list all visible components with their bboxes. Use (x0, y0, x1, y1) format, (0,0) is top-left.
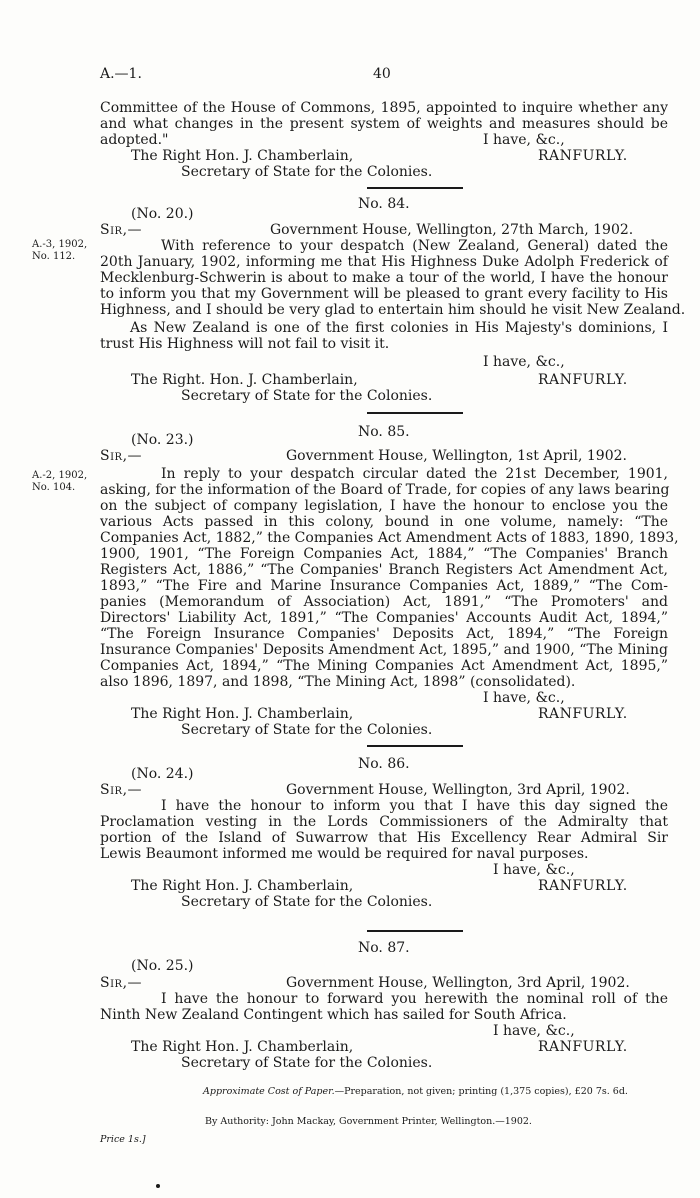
document-reference: A.—1. (100, 66, 142, 82)
addressee-title: Secretary of State for the Colonies. (181, 894, 433, 910)
section-divider (367, 412, 463, 414)
body-line: Insurance Companies' Deposits Amendment Act, 1895,” and 1900, “The Mining (100, 642, 668, 658)
body-line: Companies Act, 1882,” the Companies Act Amendment Acts of 1883, 1890, 1893, (100, 530, 679, 546)
salutation: Sir,— (100, 222, 143, 238)
body-line: As New Zealand is one of the first colonies in His Majesty's dominions, I (130, 320, 668, 336)
despatch-number: No. 86. (358, 756, 410, 772)
body-line: various Acts passed in this colony, bound in one volume, namely: “The (100, 514, 668, 530)
section-divider (367, 187, 463, 189)
addressee-title: Secretary of State for the Colonies. (181, 722, 433, 738)
body-line: Mecklenburg-Schwerin is about to make a tour of the world, I have the honour (100, 270, 668, 286)
body-line: Companies Act, 1894,” “The Mining Companies Act Amendment Act, 1895,” (100, 658, 668, 674)
body-line: also 1896, 1897, and 1898, “The Mining Act, 1898” (consolidated). (100, 674, 576, 690)
body-line: Registers Act, 1886,” “The Companies' Branch Registers Act Amendment Act, (100, 562, 668, 578)
addressee: The Right. Hon. J. Chamberlain, (131, 372, 358, 388)
body-line: and what changes in the present system of weights and measures should be (100, 116, 668, 132)
body-line: Ninth New Zealand Contingent which has sailed for South Africa. (100, 1007, 567, 1023)
sign-off: I have, &c., (493, 862, 575, 878)
printer-authority: By Authority: John Mackay, Government Printer, Wellington.—1902. (205, 1116, 532, 1127)
body-line: I have the honour to forward you herewith the nominal roll of the (161, 991, 668, 1007)
salutation: Sir,— (100, 975, 143, 991)
despatch-reference: (No. 25.) (131, 958, 194, 974)
price: Price 1s.] (100, 1134, 146, 1145)
body-line: 1893,” “The Fire and Marine Insurance Companies Act, 1889,” “The Com- (100, 578, 668, 594)
body-line: In reply to your despatch circular dated the 21st December, 1901, (161, 466, 668, 482)
despatch-number: No. 87. (358, 940, 410, 956)
signature: RANFURLY. (538, 148, 628, 164)
addressee: The Right Hon. J. Chamberlain, (131, 148, 354, 164)
despatch-reference: (No. 24.) (131, 766, 194, 782)
cost-of-paper (203, 1086, 628, 1098)
signature: RANFURLY. (538, 372, 628, 388)
despatch-number: No. 85. (358, 424, 410, 440)
margin-reference: A.-3, 1902, (32, 239, 88, 250)
signature: RANFURLY. (538, 878, 628, 894)
body-line: adopted." (100, 132, 169, 148)
signature: RANFURLY. (538, 706, 628, 722)
page-number: 40 (373, 66, 391, 82)
margin-reference: No. 104. (32, 482, 76, 493)
cost-label: Approximate Cost of Paper. (203, 1086, 335, 1097)
body-line: Proclamation vesting in the Lords Commissioners of the Admiralty that (100, 814, 668, 830)
body-line: Highness, and I should be very glad to entertain him should he visit New Zealand. (100, 302, 686, 318)
sign-off: I have, &c., (483, 132, 565, 148)
speck-mark (156, 1184, 160, 1188)
place-date: Government House, Wellington, 1st April, 1902. (286, 448, 627, 464)
body-line: panies (Memorandum of Association) Act, 1891,” “The Promoters' and (100, 594, 668, 610)
sign-off: I have, &c., (483, 690, 565, 706)
sign-off: I have, &c., (493, 1023, 575, 1039)
signature: RANFURLY. (538, 1039, 628, 1055)
margin-reference: A.-2, 1902, (32, 470, 88, 481)
body-line: 1900, 1901, “The Foreign Companies Act, 1884,” “The Companies' Branch (100, 546, 668, 562)
despatch-reference: (No. 20.) (131, 206, 194, 222)
despatch-number: No. 84. (358, 196, 410, 212)
body-line: Committee of the House of Commons, 1895, appointed to inquire whether any (100, 100, 668, 116)
addressee: The Right Hon. J. Chamberlain, (131, 706, 354, 722)
body-line: With reference to your despatch (New Zealand, General) dated the (161, 238, 668, 254)
body-line: Lewis Beaumont informed me would be required for naval purposes. (100, 846, 589, 862)
salutation: Sir,— (100, 448, 143, 464)
addressee: The Right Hon. J. Chamberlain, (131, 878, 354, 894)
body-line: to inform you that my Government will be pleased to grant every facility to His (100, 286, 668, 302)
body-line: portion of the Island of Suwarrow that His Excellency Rear Admiral Sir (100, 830, 668, 846)
body-line: “The Foreign Insurance Companies' Deposits Act, 1894,” “The Foreign (100, 626, 668, 642)
place-date: Government House, Wellington, 3rd April, 1902. (286, 782, 630, 798)
addressee: The Right Hon. J. Chamberlain, (131, 1039, 354, 1055)
addressee-title: Secretary of State for the Colonies. (181, 164, 433, 180)
margin-reference: No. 112. (32, 251, 76, 262)
section-divider (367, 745, 463, 747)
cost-text: —Preparation, not given; printing (1,375 copies), £20 7s. 6d. (334, 1086, 628, 1097)
despatch-reference: (No. 23.) (131, 432, 194, 448)
place-date: Government House, Wellington, 3rd April, 1902. (286, 975, 630, 991)
body-line: 20th January, 1902, informing me that His Highness Duke Adolph Frederick of (100, 254, 668, 270)
body-line: I have the honour to inform you that I have this day signed the (161, 798, 668, 814)
body-line: trust His Highness will not fail to visit it. (100, 336, 390, 352)
section-divider (367, 930, 463, 932)
body-line: asking, for the information of the Board of Trade, for copies of any laws bearing (100, 482, 670, 498)
body-line: on the subject of company legislation, I have the honour to enclose you the (100, 498, 668, 514)
place-date: Government House, Wellington, 27th March, 1902. (270, 222, 634, 238)
sign-off: I have, &c., (483, 354, 565, 370)
salutation: Sir,— (100, 782, 143, 798)
body-line: Directors' Liability Act, 1891,” “The Companies' Accounts Audit Act, 1894,” (100, 610, 668, 626)
addressee-title: Secretary of State for the Colonies. (181, 1055, 433, 1071)
addressee-title: Secretary of State for the Colonies. (181, 388, 433, 404)
